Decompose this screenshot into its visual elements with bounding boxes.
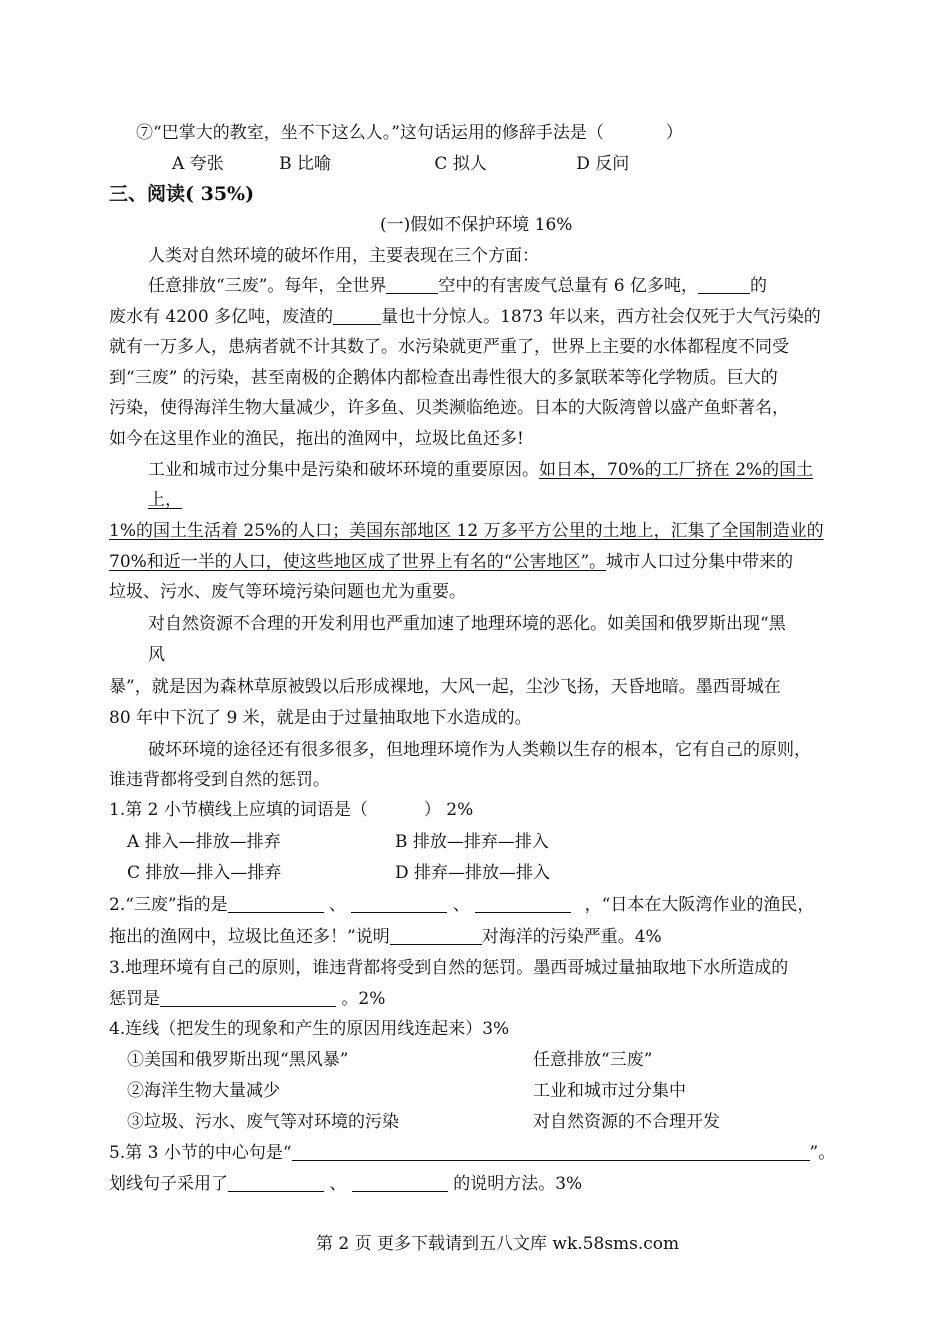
q2-sep-2: 、 (452, 895, 470, 915)
q4-left-3[interactable]: ③垃圾、污水、废气等对环境的污染 (127, 1112, 399, 1132)
q1-option-b: B 排放—排弃—排入 (395, 832, 549, 852)
q5-blank-1[interactable] (292, 1142, 810, 1161)
passage-p2-line3: 就有一万多人，患病者就不计其数了。水污染就更严重了，世界上主要的水体都程度不同受 (109, 337, 789, 357)
p3-underlined-b: 70%和近一半的人口，使这些地区成了世界上有名的“公害地区”。 (109, 552, 607, 572)
p2-blank-1[interactable] (386, 275, 438, 294)
q4-left-1[interactable]: ①美国和俄罗斯出现“黑风暴” (127, 1050, 349, 1070)
passage-p3-line2: 上， (148, 490, 182, 510)
q2-text-d: 对海洋的污染严重。4% (481, 927, 662, 947)
p2-text-a: 任意排放“三废”。每年，全世界 (148, 276, 387, 296)
q7-option-a: A 夸张 (172, 154, 224, 174)
q4-right-1[interactable]: 任意排放“三废” (533, 1050, 653, 1070)
passage-p2-line4: 到“三废” 的污染，甚至南极的企鹅体内都检查出毒性很大的多氯联苯等化学物质。巨大的 (109, 368, 778, 388)
p2-blank-2[interactable] (698, 275, 750, 294)
passage-p2-line6: 如今在这里作业的渔民，拖出的渔网中，垃圾比鱼还多! (109, 429, 524, 449)
p2-blank-3[interactable] (333, 306, 381, 325)
q3-blank[interactable] (160, 988, 336, 1007)
p2-text-d: 废水有 4200 多亿吨，废渣的 (109, 307, 334, 327)
q2-line1 (109, 893, 814, 917)
q5-text-a: 5.第 3 小节的中心句是“ (109, 1143, 292, 1163)
page-footer: 第 2 页 更多下载请到五八文库 wk.58sms.com (316, 1234, 680, 1254)
q1-line (109, 798, 473, 822)
p2-text-c: 的 (750, 276, 768, 296)
q4-prompt: 4.连线（把发生的现象和产生的原因用线连起来）3% (109, 1019, 510, 1039)
passage-p2-line1 (148, 274, 767, 298)
q5-text-c: 划线句子采用了 (109, 1174, 228, 1194)
passage-title: (一)假如不保护环境 16% (380, 215, 573, 235)
q5-text-d: 的说明方法。3% (453, 1174, 583, 1194)
q7-options (172, 152, 629, 176)
q7-close: ） (665, 123, 683, 143)
q5-line1 (109, 1141, 835, 1165)
passage-p3-line5: 垃圾、污水、废气等环境污染问题也尤为重要。 (109, 582, 466, 602)
q5-text-b: ”。 (809, 1143, 836, 1163)
q1-prompt: 1.第 2 小节横线上应填的词语是（ (109, 800, 368, 820)
q7-prompt: ⑦“巴掌大的教室，坐不下这么人。”这句话运用的修辞手法是（ (136, 123, 604, 143)
passage-p3-line4 (109, 550, 793, 574)
q2-blank-1[interactable] (228, 894, 324, 913)
q5-blank-2[interactable] (228, 1173, 324, 1192)
passage-p5-line1: 破坏环境的途径还有很多很多，但地理环境作为人类赖以生存的根本，它有自己的原则， (148, 740, 811, 760)
q2-sep-1: 、 (329, 895, 347, 915)
passage-p4-line2: 风 (148, 645, 165, 665)
passage-p5-line2: 谁违背都将受到自然的惩罚。 (109, 770, 330, 790)
p3-underlined-a: 如日本，70%的工厂挤在 2%的国土 (539, 460, 814, 480)
q2-text-a: 2.“三废”指的是 (109, 895, 228, 915)
q4-right-2[interactable]: 工业和城市过分集中 (533, 1081, 686, 1101)
q7-option-b: B 比喻 (279, 154, 331, 174)
q3-line1: 3.地理环境有自己的原则，谁违背都将受到自然的惩罚。墨西哥城过量抽取地下水所造成的 (109, 958, 789, 978)
p3-text-f: 城市人口过分集中带来的 (606, 552, 794, 572)
q2-blank-4[interactable] (390, 926, 482, 945)
q4-left-2[interactable]: ②海洋生物大量减少 (127, 1081, 280, 1101)
p3-text-a: 工业和城市过分集中是污染和破坏环境的重要原因。 (148, 460, 539, 480)
q1-option-d: D 排弃—排放—排入 (395, 863, 551, 883)
p2-text-e: 量也十分惊人。1873 年以来，西方社会仅死于大气污染的 (381, 307, 821, 327)
passage-p3-line1 (148, 458, 813, 482)
q2-text-c: 拖出的渔网中，垃圾比鱼还多！”说明 (109, 927, 390, 947)
q5-blank-3[interactable] (352, 1173, 448, 1192)
q2-text-b: ，“日本在大阪湾作业的渔民， (584, 895, 815, 915)
q1-option-c: C 排放—排入—排弃 (127, 863, 282, 883)
q3-text-c: 。2% (341, 989, 386, 1009)
q4-right-3[interactable]: 对自然资源的不合理开发 (533, 1112, 720, 1132)
q2-line2 (109, 925, 662, 949)
section-three-heading: 三、阅读( 35%) (109, 183, 255, 205)
q7-option-c: C 拟人 (434, 154, 487, 174)
q1-option-a: A 排入—排放—排弃 (127, 832, 281, 852)
passage-p2-line5: 污染，使得海洋生物大量减少，许多鱼、贝类濒临绝迹。日本的大阪湾曾以盛产鱼虾著名， (109, 398, 789, 418)
passage-p3-line3: 1%的国土生活着 25%的人口；美国东部地区 12 万多平方公里的土地上，汇集了全国制造业的 (109, 521, 824, 541)
q2-blank-3[interactable] (475, 894, 571, 913)
passage-p4-line3: 暴”，就是因为森林草原被毁以后形成裸地，大风一起，尘沙飞扬，天昏地暗。墨西哥城在 (109, 677, 781, 697)
q7-option-d: D 反问 (576, 154, 630, 174)
q3-text-b: 惩罚是 (109, 989, 160, 1009)
passage-p4-line1: 对自然资源不合理的开发利用也严重加速了地理环境的恶化。如美国和俄罗斯出现“黑 (148, 614, 786, 634)
passage-p4-line4: 80 年中下沉了 9 米，就是由于过量抽取地下水造成的。 (109, 708, 532, 728)
q5-sep: 、 (329, 1174, 347, 1194)
q1-options-row1 (127, 830, 281, 854)
p2-text-b: 空中的有害废气总量有 6 亿多吨， (438, 276, 699, 296)
q1-close: ） 2% (423, 800, 474, 820)
q5-line2 (109, 1172, 582, 1196)
passage-p1: 人类对自然环境的破坏作用，主要表现在三个方面： (148, 246, 539, 266)
q2-blank-2[interactable] (351, 894, 447, 913)
q7-line (136, 121, 683, 145)
q3-line2 (109, 987, 385, 1011)
passage-p2-line2 (109, 305, 821, 329)
